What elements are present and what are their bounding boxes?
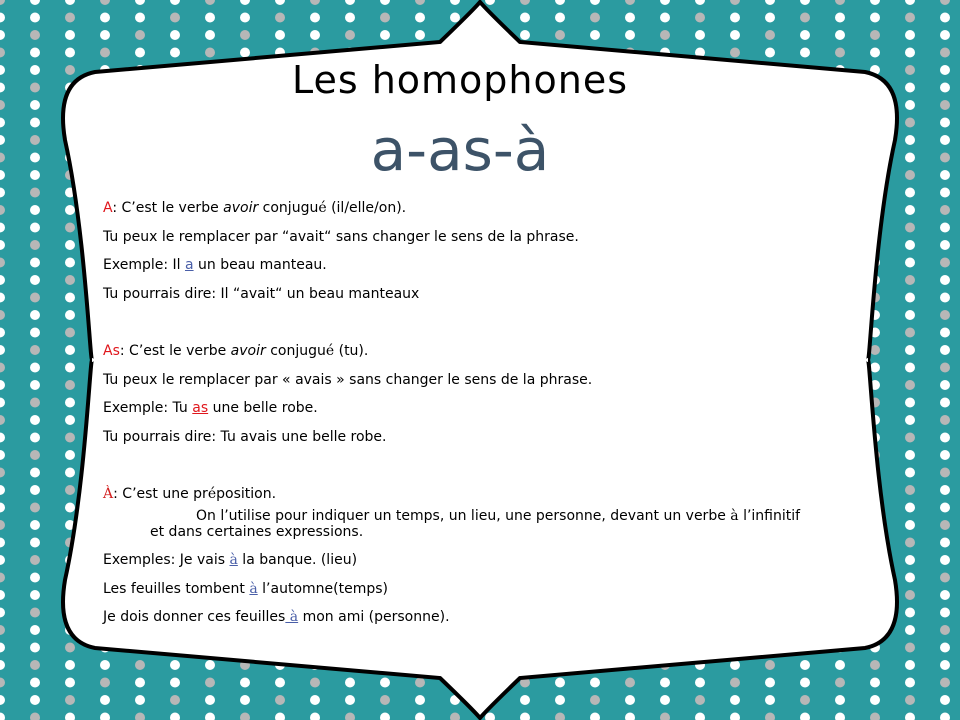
section-accent-example-1-word: à — [229, 552, 238, 568]
section-a-dire: Tu pourrais dire: Il “avait“ un beau manteaux — [103, 286, 420, 302]
section-a-key: A — [103, 200, 113, 216]
section-a-replace: Tu peux le remplacer par “avait“ sans changer le sens de la phrase. — [103, 229, 579, 245]
section-a-definition: A: C’est le verbe avoir conjugué (il/elle/on). — [103, 200, 407, 216]
section-accent-example-3-word: à — [285, 609, 299, 625]
section-accent-definition: À: C’est une préposition. — [103, 486, 277, 502]
section-accent-example-2: Les feuilles tombent à l’automne(temps) — [103, 581, 388, 597]
section-accent-example-1: Exemples: Je vais à la banque. (lieu) — [103, 552, 358, 568]
section-accent-usage-cont: et dans certaines expressions. — [150, 524, 364, 540]
section-as-replace: Tu peux le remplacer par « avais » sans changer le sens de la phrase. — [103, 372, 593, 388]
section-as-key: As — [103, 343, 120, 359]
section-a-example: Exemple: Il a un beau manteau. — [103, 257, 327, 273]
page-subtitle: a-as-à — [370, 116, 550, 184]
section-accent-key: À — [103, 486, 114, 502]
page-title: Les homophones — [291, 58, 629, 102]
section-as-definition: As: C’est le verbe avoir conjugué (tu). — [103, 343, 369, 359]
section-as-example-word: as — [192, 400, 209, 416]
section-a-example-word: a — [184, 257, 194, 273]
section-accent-example-3: Je dois donner ces feuilles à mon ami (personne). — [103, 609, 450, 625]
section-as-dire: Tu pourrais dire: Tu avais une belle robe. — [103, 429, 387, 445]
section-accent-example-2-word: à — [249, 581, 258, 597]
section-accent-usage: On l’utilise pour indiquer un temps, un lieu, une personne, devant un verbe à l’infinitif — [196, 508, 801, 524]
section-as-example: Exemple: Tu as une belle robe. — [103, 400, 318, 416]
